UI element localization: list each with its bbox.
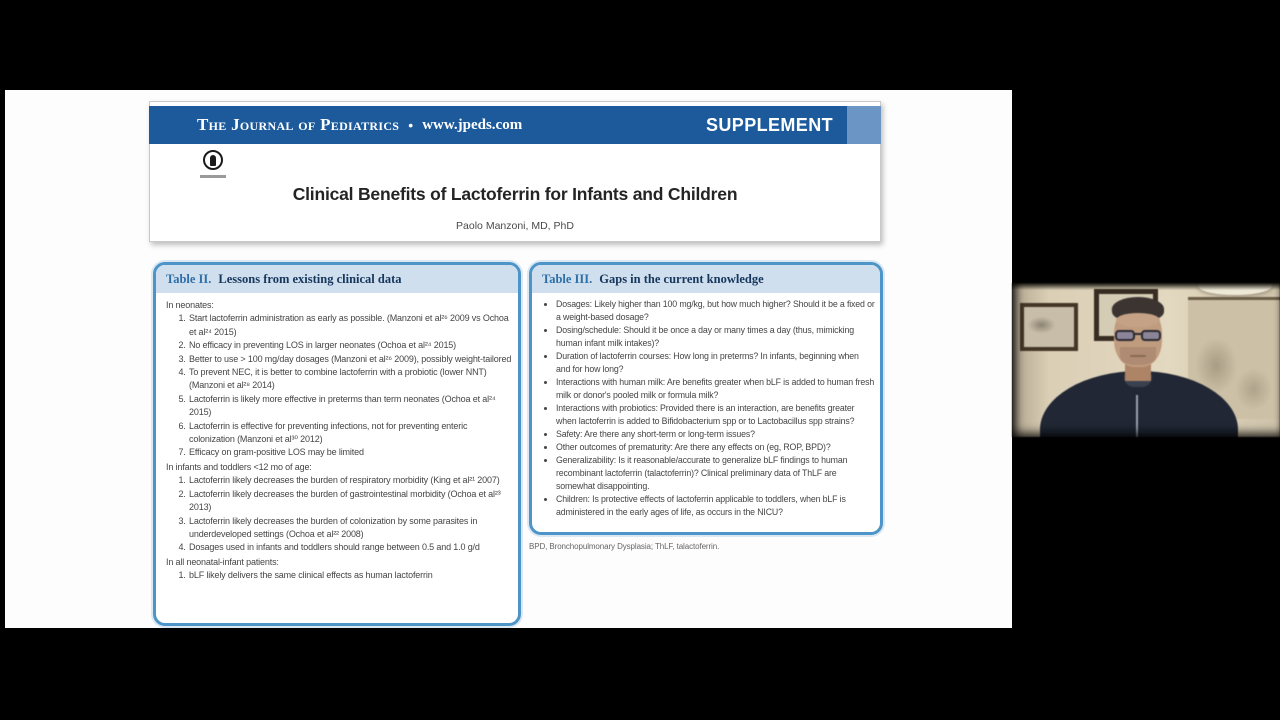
- table-3-title: Gaps in the current knowledge: [599, 272, 764, 286]
- webcam-vignette: [1012, 283, 1280, 437]
- list-item: 1. bLF likely delivers the same clinical effects as human lactoferrin: [188, 569, 512, 582]
- list-item: • Dosages: Likely higher than 100 mg/kg, but how much higher? Should it be a fixed or a weight-based dosage?: [556, 298, 875, 324]
- section-heading: In all neonatal-infant patients:: [166, 556, 279, 567]
- section-heading: In infants and toddlers <12 mo of age:: [166, 461, 312, 472]
- list-item: • Interactions with probiotics: Provided there is an interaction, are benefits greater when lactoferrin is added to Bifidobacterium spp or to Lactobacillus spp strains?: [556, 402, 875, 428]
- journal-website: www.jpeds.com: [422, 116, 523, 133]
- list-item: 1. Lactoferrin likely decreases the burden of respiratory morbidity (King et al²¹ 2007): [188, 474, 512, 487]
- table-2-section: [166, 461, 512, 555]
- table-3-footnote: BPD, Bronchopulmonary Dysplasia; ThLF, talactoferrin.: [529, 542, 720, 551]
- list-item: 4. To prevent NEC, it is better to combine lactoferrin with a probiotic (lower NNT) (Manzoni et al²⁸ 2014): [188, 366, 512, 393]
- article-author: Paolo Manzoni, MD, PhD: [456, 220, 574, 232]
- list-item: 3. Lactoferrin likely decreases the burden of colonization by some parasites in underdeveloped settings (Ochoa et al²² 2008): [188, 515, 512, 542]
- supplement-label: SUPPLEMENT: [705, 114, 833, 135]
- presentation-slide: [5, 90, 1012, 628]
- section-list: [166, 569, 512, 582]
- list-item: • Dosing/schedule: Should it be once a day or many times a day (thus, mimicking human infant milk intakes)?: [556, 324, 875, 350]
- list-item: • Children: Is protective effects of lactoferrin applicable to toddlers, when bLF is administered in the early ages of life, as occurs in the NICU?: [556, 493, 875, 519]
- webcam-video: [1012, 283, 1280, 437]
- list-item: 6. Lactoferrin is effective for preventing infections, not for preventing enteric colonization (Manzoni et al³⁰ 2012): [188, 420, 512, 447]
- table-2-header: [156, 265, 518, 293]
- journal-emblem-icon: [203, 150, 223, 170]
- table-3-body: [532, 293, 880, 523]
- table-2-title: Lessons from existing clinical data: [218, 272, 402, 286]
- table-3-label: Table III.: [542, 272, 593, 286]
- list-item: • Other outcomes of prematurity: Are there any effects on (eg, ROP, BPD)?: [556, 441, 875, 454]
- journal-name: The Journal of Pediatrics: [197, 115, 400, 134]
- list-item: 4. Dosages used in infants and toddlers should range between 0.5 and 1.0 g/d: [188, 541, 512, 554]
- list-item: 2. Lactoferrin likely decreases the burden of gastrointestinal morbidity (Ochoa et al²³ 2013): [188, 488, 512, 515]
- section-list: [166, 474, 512, 554]
- list-item: 2. No efficacy in preventing LOS in larger neonates (Ochoa et al²⁴ 2015): [188, 339, 512, 352]
- list-item: • Interactions with human milk: Are benefits greater when bLF is added to human fresh milk or donor's pooled milk or formula milk?: [556, 376, 875, 402]
- logo-caption: [200, 175, 226, 178]
- banner-separator: •: [408, 117, 414, 133]
- table-2-body: [156, 293, 518, 587]
- list-item: • Safety: Are there any short-term or long-term issues?: [556, 428, 875, 441]
- section-heading: In neonates:: [166, 300, 214, 310]
- table-3: [529, 262, 883, 535]
- list-item: 7. Efficacy on gram-positive LOS may be limited: [188, 446, 512, 459]
- table-2-section: [166, 556, 512, 583]
- list-item: 3. Better to use > 100 mg/day dosages (Manzoni et al²⁶ 2009), possibly weight-tailored: [188, 353, 512, 366]
- list-item: 1. Start lactoferrin administration as early as possible. (Manzoni et al²⁶ 2009 vs Ochoa et al²⁴ 2015): [188, 312, 512, 339]
- table-2-label: Table II.: [166, 272, 212, 286]
- section-list: [166, 312, 512, 459]
- article-title: Clinical Benefits of Lactoferrin for Infants and Children: [292, 184, 738, 204]
- list-item: • Generalizability: Is it reasonable/accurate to generalize bLF findings to human recombinant lactoferrin (talactoferrin)? Clinical preliminary data of ThLF are somewhat disappointing.: [556, 454, 875, 493]
- table-3-header: [532, 265, 880, 293]
- journal-header: [149, 101, 881, 242]
- journal-banner: [149, 106, 881, 144]
- list-item: 5. Lactoferrin is likely more effective in preterms than term neonates (Ochoa et al²⁴ 2015): [188, 393, 512, 420]
- list-item: • Duration of lactoferrin courses: How long in preterms? In infants, beginning when and for how long?: [556, 350, 875, 376]
- table-2-section: [166, 299, 512, 460]
- banner-accent-block: [847, 106, 881, 144]
- table-2: [153, 262, 521, 626]
